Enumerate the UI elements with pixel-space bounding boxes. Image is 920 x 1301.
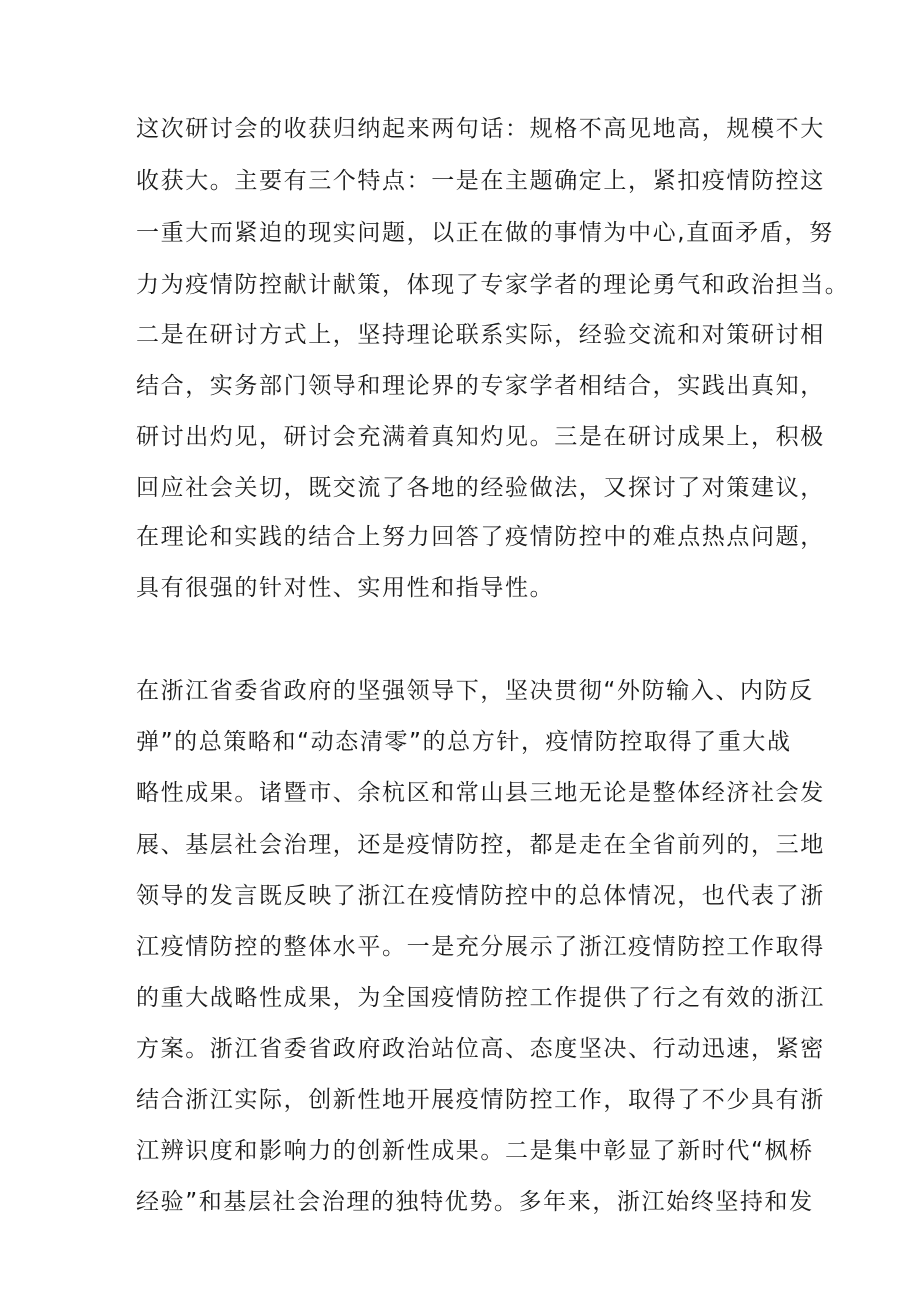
paragraph-2-line-3: 略性成果。诸暨市、余杭区和常山县三地无论是整体经济社会发	[136, 780, 825, 806]
paragraph-1-line-10: 具有很强的针对性、实用性和指导性。	[136, 575, 555, 601]
paragraph-1-line-1: 这次研讨会的收获归纳起来两句话：规格不高见地高，规模不大	[136, 116, 825, 142]
paragraph-2-line-2: 弹”的总策略和“动态清零”的总方针，疫情防控取得了重大战	[136, 729, 792, 755]
paragraph-1-line-4: 力为疫情防控献计献策，体现了专家学者的理论勇气和政治担当。	[136, 272, 850, 298]
paragraph-1-line-9: 在理论和实践的结合上努力回答了疫情防控中的难点热点问题，	[136, 524, 825, 550]
paragraph-2-line-6: 江疫情防控的整体水平。一是充分展示了浙江疫情防控工作取得	[136, 934, 825, 960]
paragraph-2-line-1: 在浙江省委省政府的坚强领导下，坚决贯彻“外防输入、内防反	[136, 678, 814, 704]
paragraph-1-line-8: 回应社会关切，既交流了各地的经验做法，又探讨了对策建议，	[136, 475, 825, 501]
paragraph-2-line-7: 的重大战略性成果，为全国疫情防控工作提供了行之有效的浙江	[136, 985, 825, 1011]
paragraph-2-line-9: 结合浙江实际，创新性地开展疫情防控工作，取得了不少具有浙	[136, 1087, 825, 1113]
paragraph-1-line-5: 二是在研讨方式上，坚持理论联系实际，经验交流和对策研讨相	[136, 322, 825, 348]
paragraph-1-line-3: 一重大而紧迫的现实问题，以正在做的事情为中心,直面矛盾，努	[136, 220, 834, 246]
paragraph-2-line-11: 经验”和基层社会治理的独特优势。多年来，浙江始终坚持和发	[136, 1189, 814, 1215]
paragraph-2-line-4: 展、基层社会治理，还是疫情防控，都是走在全省前列的，三地	[136, 832, 825, 858]
paragraph-1-line-6: 结合，实务部门领导和理论界的专家学者相结合，实践出真知，	[136, 373, 825, 399]
paragraph-2-line-10: 江辨识度和影响力的创新性成果。二是集中彰显了新时代“枫桥	[136, 1138, 814, 1164]
paragraph-2-line-5: 领导的发言既反映了浙江在疫情防控中的总体情况，也代表了浙	[136, 883, 825, 909]
paragraph-1-line-7: 研讨出灼见，研讨会充满着真知灼见。三是在研讨成果上，积极	[136, 424, 825, 450]
paragraph-2-line-8: 方案。浙江省委省政府政治站位高、态度坚决、行动迅速，紧密	[136, 1036, 825, 1062]
paragraph-1-line-2: 收获大。主要有三个特点：一是在主题确定上，紧扣疫情防控这	[136, 168, 825, 194]
